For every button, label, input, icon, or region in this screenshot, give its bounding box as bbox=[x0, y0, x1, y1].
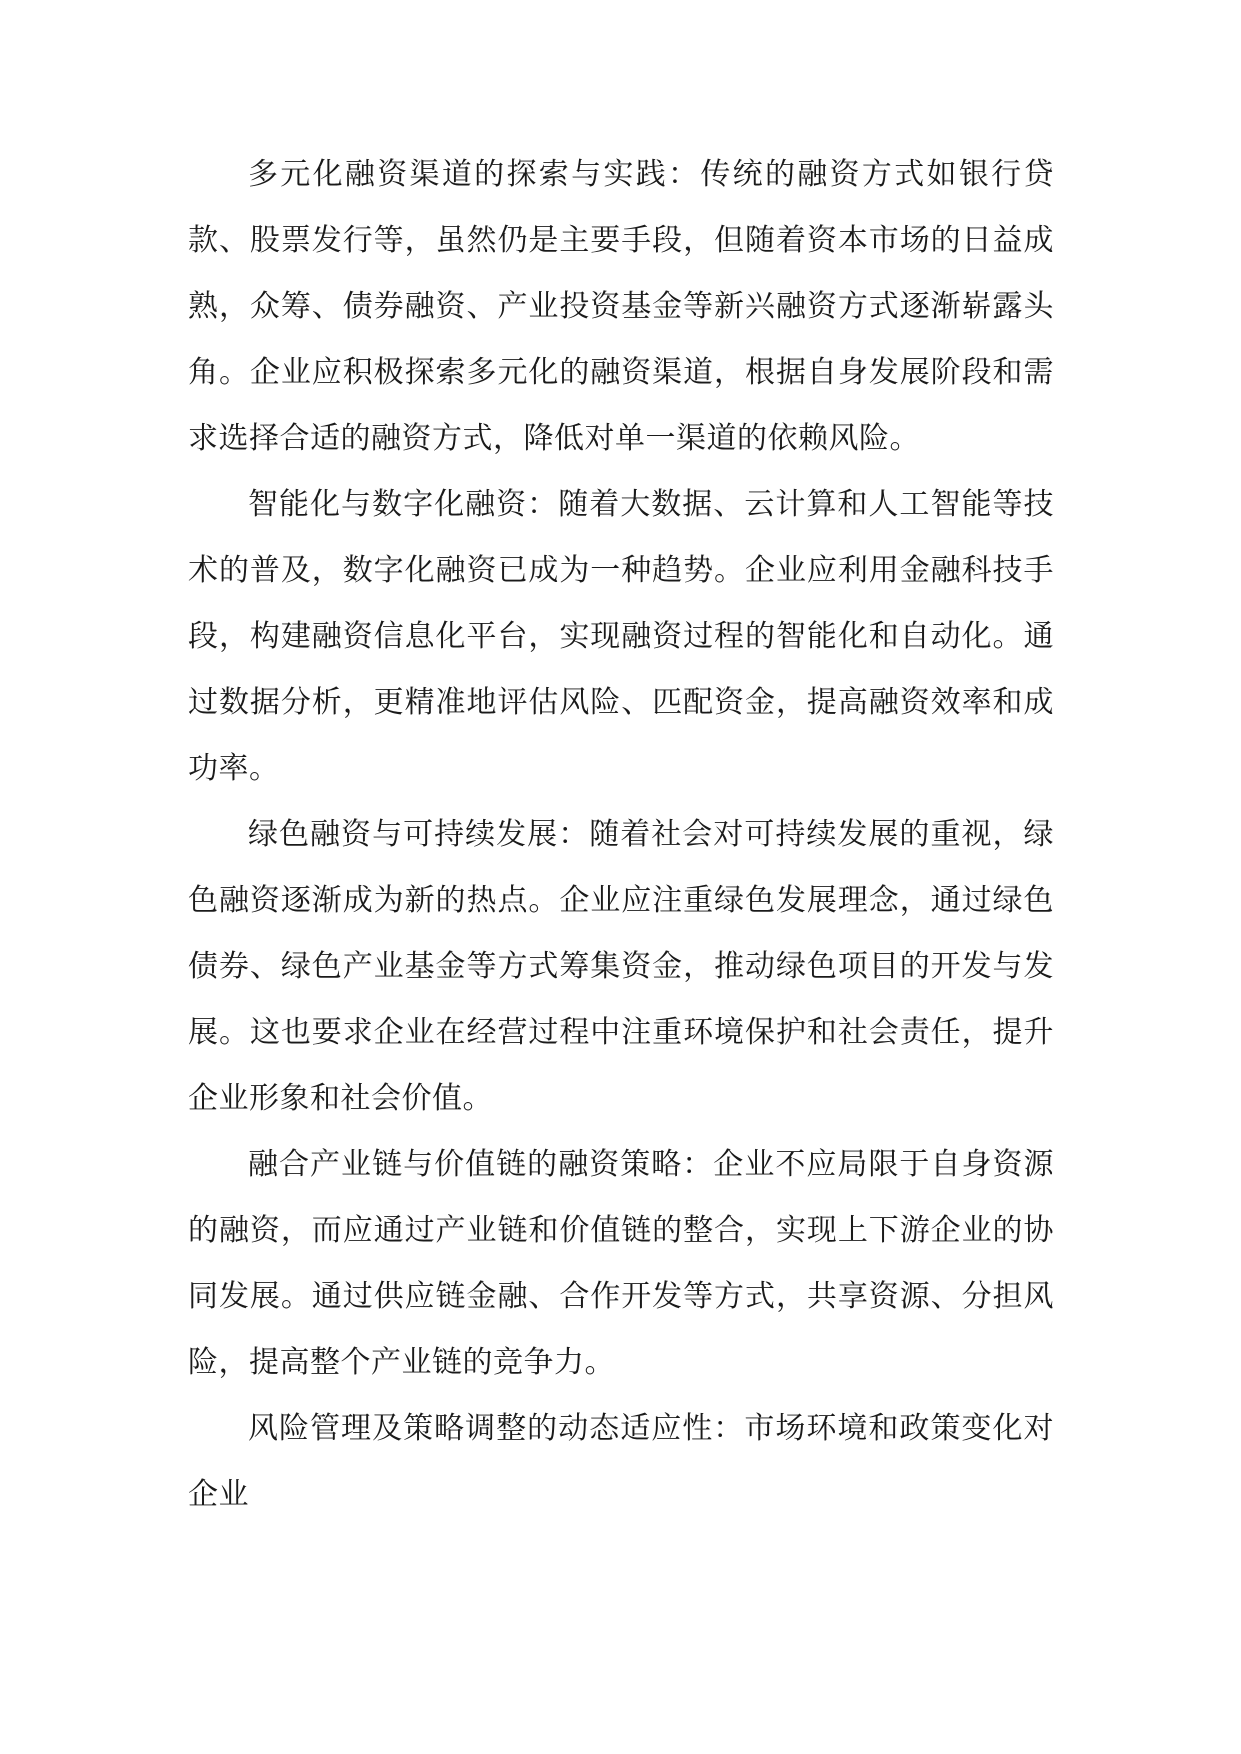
body-text bbox=[188, 142, 1054, 1528]
paragraph-industry-chain-financing: 融合产业链与价值链的融资策略：企业不应局限于自身资源的融资，而应通过产业链和价值链的整合，实现上下游企业的协同发展。通过供应链金融、合作开发等方式，共享资源、分担风险，提高整个产业链的竞争力。 bbox=[188, 1147, 1054, 1380]
paragraph-digital-financing: 智能化与数字化融资：随着大数据、云计算和人工智能等技术的普及，数字化融资已成为一种趋势。企业应利用金融科技手段，构建融资信息化平台，实现融资过程的智能化和自动化。通过数据分析，更精准地评估风险、匹配资金，提高融资效率和成功率。 bbox=[188, 487, 1054, 786]
paragraph-risk-management: 风险管理及策略调整的动态适应性：市场环境和政策变化对企业 bbox=[188, 1411, 1054, 1512]
paragraph-green-financing: 绿色融资与可持续发展：随着社会对可持续发展的重视，绿色融资逐渐成为新的热点。企业应注重绿色发展理念，通过绿色债券、绿色产业基金等方式筹集资金，推动绿色项目的开发与发展。这也要求企业在经营过程中注重环境保护和社会责任，提升企业形象和社会价值。 bbox=[188, 817, 1054, 1116]
paragraph-diversified-financing: 多元化融资渠道的探索与实践：传统的融资方式如银行贷款、股票发行等，虽然仍是主要手段，但随着资本市场的日益成熟，众筹、债券融资、产业投资基金等新兴融资方式逐渐崭露头角。企业应积极探索多元化的融资渠道，根据自身发展阶段和需求选择合适的融资方式，降低对单一渠道的依赖风险。 bbox=[188, 157, 1054, 456]
